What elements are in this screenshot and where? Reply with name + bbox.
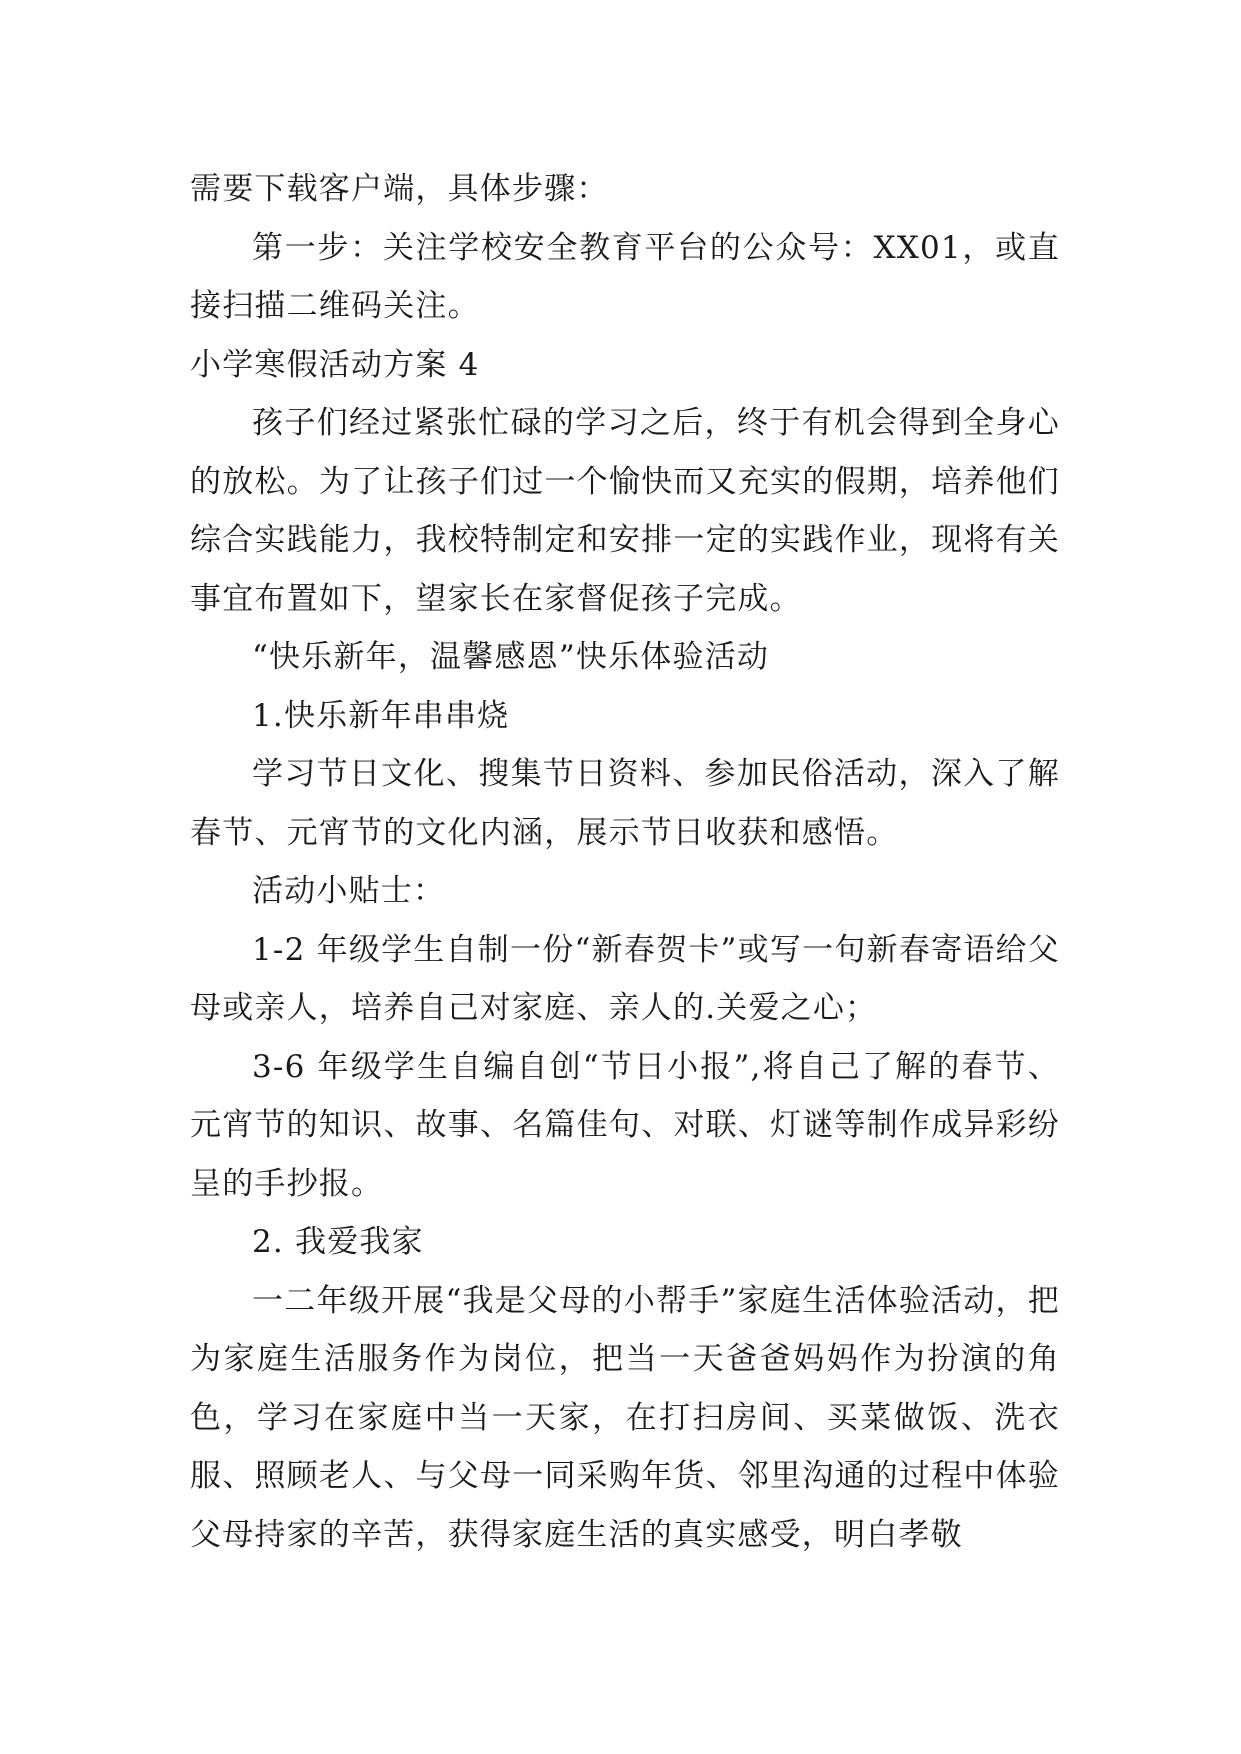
subheading-love-my-home: 2. 我爱我家 xyxy=(252,1224,424,1260)
paragraph-grade-1-2: 1-2 年级学生自制一份“新春贺卡”或写一句新春寄语给父母或亲人，培养自己对家庭、亲人的.关爱之心； xyxy=(190,931,1060,1026)
section-heading-plan-4: 小学寒假活动方案 4 xyxy=(190,346,480,383)
paragraph-festival-culture: 学习节日文化、搜集节日资料、参加民俗活动，深入了解春节、元宵节的文化内涵，展示节日收获和感悟。 xyxy=(190,756,1060,851)
paragraph-activity-tips: 活动小贴士： xyxy=(252,873,446,909)
paragraph-download-client: 需要下载客户端，具体步骤： xyxy=(190,171,609,207)
paragraph-grade-3-6: 3-6 年级学生自编自创“节日小报”,将自己了解的春节、元宵节的知识、故事、名篇佳句、对联、灯谜等制作成异彩纷呈的手抄报。 xyxy=(190,1048,1060,1202)
subheading-new-year: 1.快乐新年串串烧 xyxy=(252,697,510,734)
document-body xyxy=(190,160,1060,1564)
paragraph-step-one: 第一步：关注学校安全教育平台的公众号：XX01，或直接扫描二维码关注。 xyxy=(190,229,1060,324)
activity-title: “快乐新年，温馨感恩”快乐体验活动 xyxy=(252,639,770,675)
paragraph-introduction: 孩子们经过紧张忙碌的学习之后，终于有机会得到全身心的放松。为了让孩子们过一个愉快而又充实的假期，培养他们综合实践能力，我校特制定和安排一定的实践作业，现将有关事宜布置如下，望家长在家督促孩子完成。 xyxy=(190,405,1060,617)
paragraph-family-helper: 一二年级开展“我是父母的小帮手”家庭生活体验活动，把为家庭生活服务作为岗位，把当一天爸爸妈妈作为扮演的角色，学习在家庭中当一天家，在打扫房间、买菜做饭、洗衣服、照顾老人、与父母一同采购年货、邻里沟通的过程中体验父母持家的辛苦，获得家庭生活的真实感受，明白孝敬 xyxy=(190,1282,1060,1553)
